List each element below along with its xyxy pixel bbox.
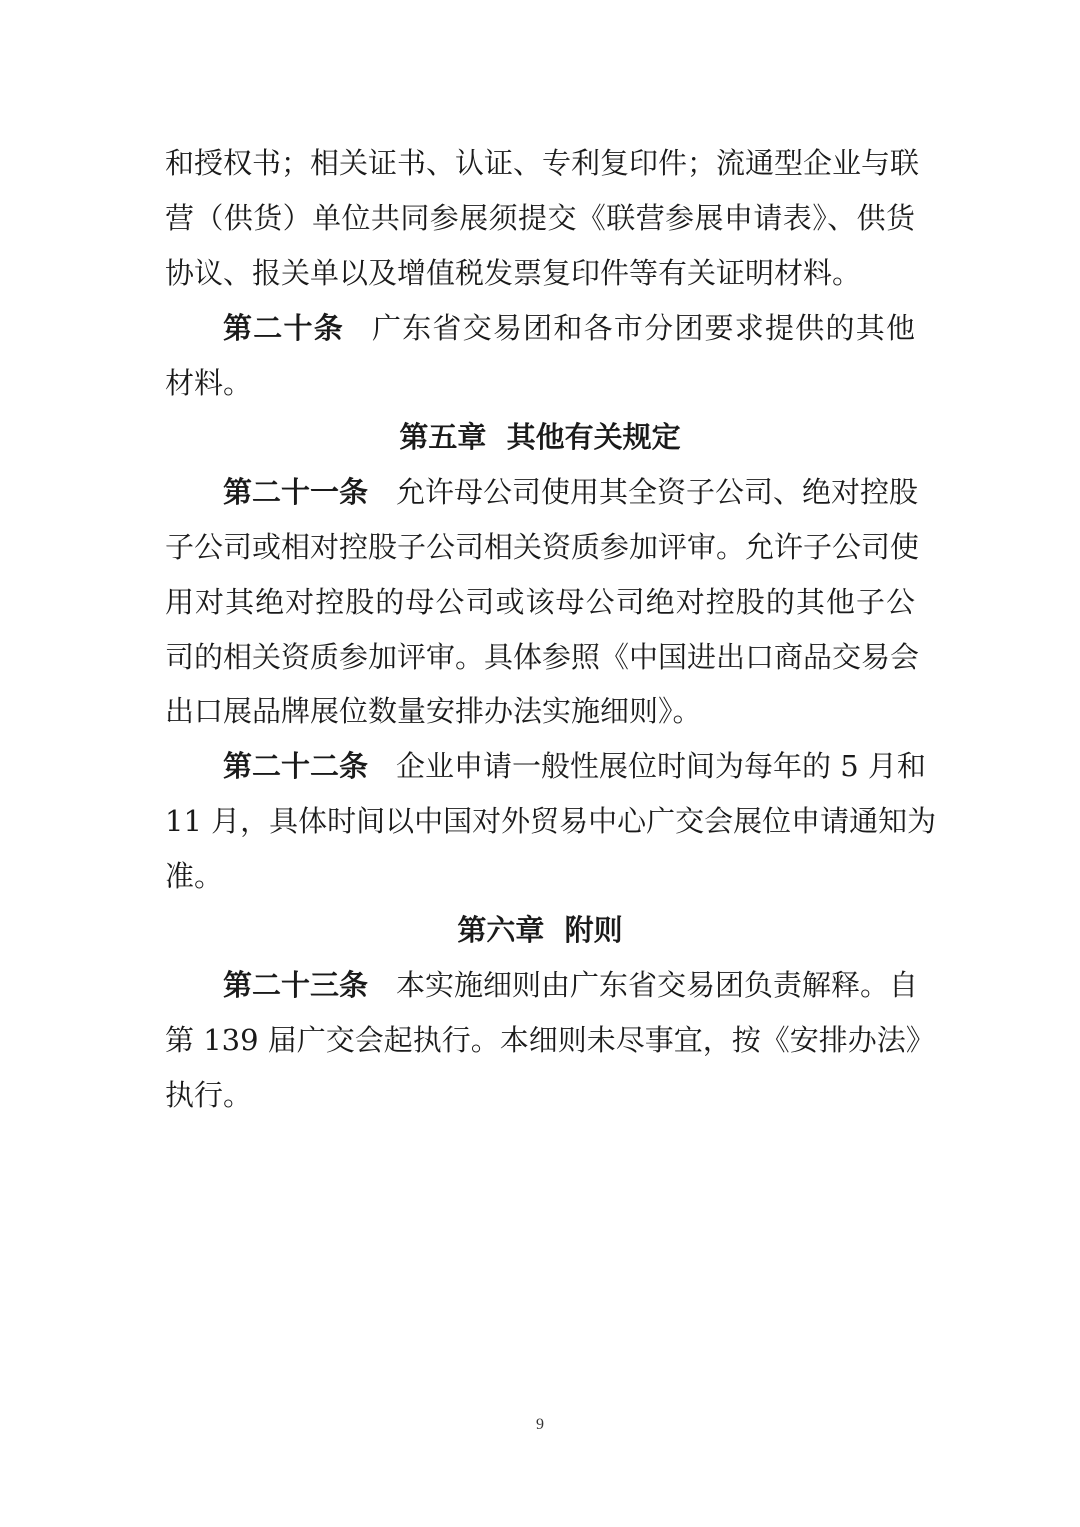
paragraph-line: 11 月，具体时间以中国对外贸易中心广交会展位申请通知为 — [165, 804, 937, 838]
article-21-text: 允许母公司使用其全资子公司、绝对控股 — [396, 475, 919, 509]
paragraph-line: 第 139 届广交会起执行。本细则未尽事宜，按《安排办法》 — [165, 1023, 935, 1057]
paragraph-line: 协议、报关单以及增值税发票复印件等有关证明材料。 — [165, 256, 862, 290]
article-21-first-line — [223, 472, 919, 512]
paragraph-line: 材料。 — [165, 366, 253, 400]
article-23-label: 第二十三条 — [223, 968, 369, 1002]
paragraph-line: 子公司或相对控股子公司相关资质参加评审。允许子公司使 — [165, 530, 920, 564]
article-20-label: 第二十条 — [223, 311, 344, 345]
article-21-label: 第二十一条 — [223, 475, 369, 509]
article-22-first-line — [223, 746, 926, 786]
article-20-first-line — [223, 308, 915, 348]
article-23-first-line — [223, 965, 919, 1005]
article-20-text: 广东省交易团和各市分团要求提供的其他 — [371, 311, 915, 345]
paragraph-line: 和授权书；相关证书、认证、专利复印件；流通型企业与联 — [165, 146, 920, 180]
chapter-5-heading: 第五章 其他有关规定 — [399, 420, 681, 454]
article-22-text: 企业申请一般性展位时间为每年的 5 月和 — [396, 749, 926, 783]
chapter-6-heading: 第六章 附则 — [457, 913, 623, 947]
paragraph-line: 司的相关资质参加评审。具体参照《中国进出口商品交易会 — [165, 640, 920, 674]
page-number: 9 — [536, 1416, 544, 1433]
article-22-label: 第二十二条 — [223, 749, 369, 783]
paragraph-line: 出口展品牌展位数量安排办法实施细则》。 — [165, 694, 702, 728]
paragraph-line: 执行。 — [165, 1078, 253, 1112]
article-23-text: 本实施细则由广东省交易团负责解释。自 — [396, 968, 919, 1002]
paragraph-line: 准。 — [165, 859, 224, 893]
paragraph-line: 用对其绝对控股的母公司或该母公司绝对控股的其他子公 — [165, 585, 915, 619]
paragraph-line: 营（供货）单位共同参展须提交《联营参展申请表》、供货 — [165, 201, 915, 235]
